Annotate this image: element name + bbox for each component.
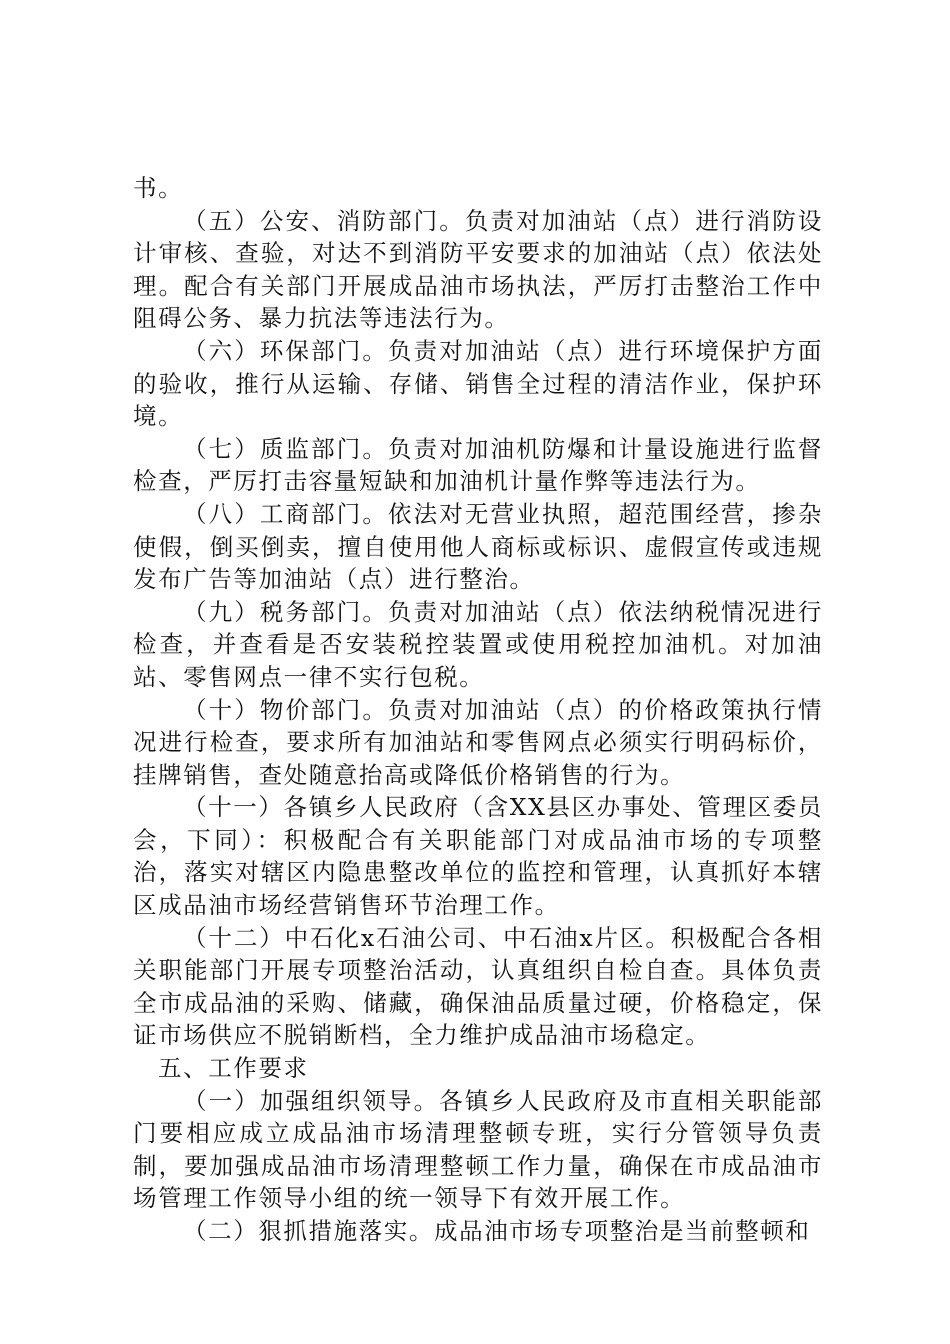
document-body [133,172,823,1248]
paragraph-industry-commerce: （八）工商部门。依法对无营业执照，超范围经营，掺杂使假，倒买倒卖，擅自使用他人商标或标识、虚假宣传或违规发布广告等加油站（点）进行整治。 [133,499,823,594]
paragraph-public-security-fire: （五）公安、消防部门。负责对加油站（点）进行消防设计审核、查验，对达不到消防平安要求的加油站（点）依法处理。配合有关部门开展成品油市场执法，严厉打击整治工作中阻碍公务、暴力抗法等违法行为。 [133,206,823,333]
paragraph-implementation-measures: （二）狠抓措施落实。成品油市场专项整治是当前整顿和 [183,1217,811,1245]
paragraph-township-governments: （十一）各镇乡人民政府（含XX县区办事处、管理区委员会，下同）：积极配合有关职能部门对成品油市场的专项整治，落实对辖区内隐患整改单位的监控和管理，认真抓好本辖区成品油市场经营销售环节治理工作。 [133,793,823,920]
paragraph-continuation: 书。 [133,174,184,202]
paragraph-quality-supervision: （七）质监部门。负责对加油机防爆和计量设施进行监督检查，严厉打击容量短缺和加油机计量作弊等违法行为。 [133,434,823,496]
paragraph-organizational-leadership: （一）加强组织领导。各镇乡人民政府及市直相关职能部门要相应成立成品油市场清理整顿专班，实行分管领导负责制，要加强成品油市场清理整顿工作力量，确保在市成品油市场管理工作领导小组的统一领导下有效开展工作。 [133,1086,823,1213]
section-heading-work-requirements: 五、工作要求 [158,1054,309,1083]
paragraph-taxation: （九）税务部门。负责对加油站（点）依法纳税情况进行检查，并查看是否安装税控装置或使用税控加油机。对加油站、零售网点一律不实行包税。 [133,597,823,691]
paragraph-sinopec-petrochina: （十二）中石化x石油公司、中石油x片区。积极配合各相关职能部门开展专项整治活动，认真组织自检自查。具体负责全市成品油的采购、储藏，确保油品质量过硬，价格稳定，保证市场供应不脱销断档，全力维护成品油市场稳定。 [133,923,823,1050]
paragraph-pricing: （十）物价部门。负责对加油站（点）的价格政策执行情况进行检查，要求所有加油站和零售网点必须实行明码标价，挂牌销售，查处随意抬高或降低价格销售的行为。 [133,695,823,789]
paragraph-environmental-protection: （六）环保部门。负责对加油站（点）进行环境保护方面的验收，推行从运输、存储、销售全过程的清洁作业，保护环境。 [133,336,823,431]
